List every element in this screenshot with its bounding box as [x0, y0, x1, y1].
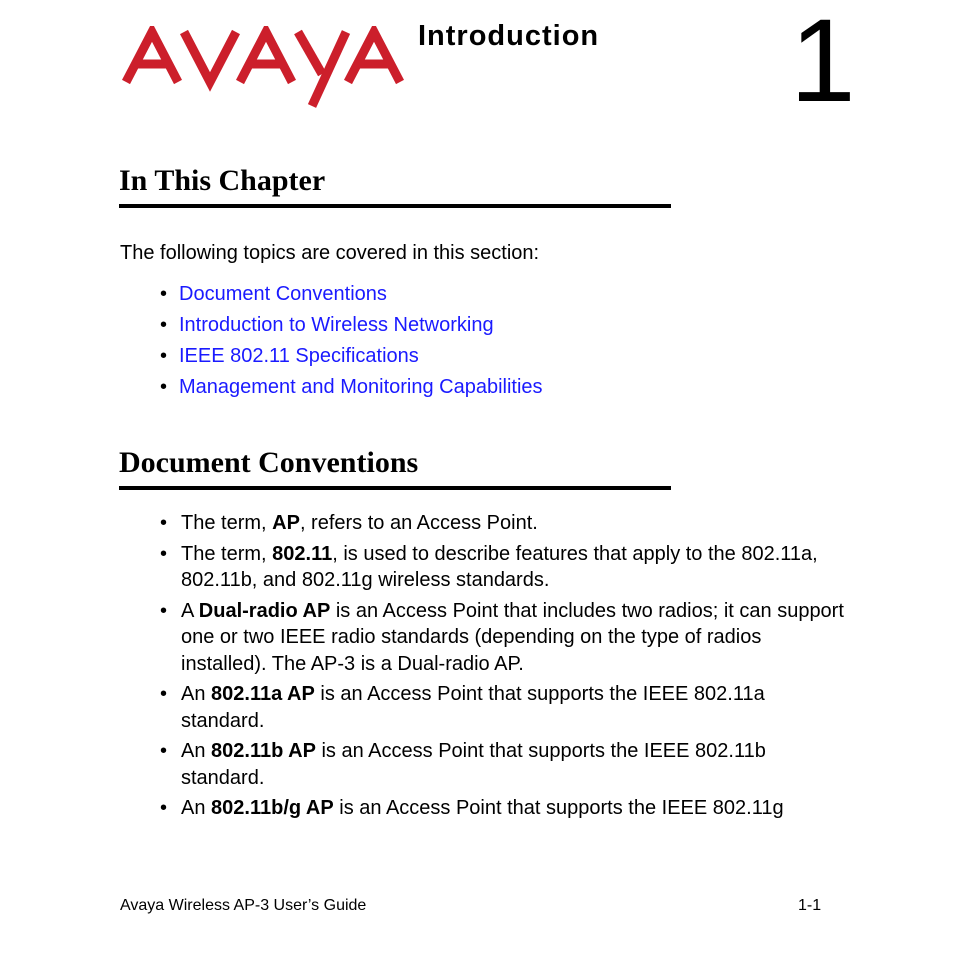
convention-text-pre: The term, — [181, 542, 273, 565]
bullet-icon: • — [160, 345, 168, 367]
convention-term: 802.11a AP — [211, 683, 315, 705]
list-item — [160, 282, 543, 313]
in-this-chapter-heading: In This Chapter — [119, 164, 671, 208]
convention-term: 802.11 — [272, 542, 333, 565]
convention-term: Dual-radio AP — [198, 599, 331, 622]
bullet-icon: • — [160, 740, 168, 762]
bullet-icon: • — [160, 797, 168, 819]
bullet-icon: • — [160, 283, 168, 305]
convention-text-post: is an Access Point that supports the IEEE 802.11b standard. — [181, 740, 766, 789]
convention-term: 802.11b AP — [211, 740, 316, 762]
convention-text-post: is an Access Point that supports the IEEE 802.11a standard. — [181, 683, 765, 732]
convention-item — [160, 681, 850, 734]
list-item — [160, 375, 543, 406]
convention-text-pre: An — [181, 797, 212, 819]
topic-link-wireless-networking[interactable]: Introduction to Wireless Networking — [179, 314, 494, 336]
convention-item — [160, 795, 850, 822]
topic-list — [160, 282, 543, 406]
convention-item — [160, 598, 850, 678]
convention-term: AP — [272, 512, 300, 534]
avaya-logo — [122, 26, 404, 110]
convention-text-post: , refers to an Access Point. — [299, 512, 538, 534]
bullet-icon: • — [160, 376, 168, 398]
topic-link-ieee-specifications[interactable]: IEEE 802.11 Specifications — [179, 345, 419, 367]
chapter-number: 1 — [790, 0, 856, 127]
bullet-icon: • — [160, 512, 168, 534]
footer-guide-title: Avaya Wireless AP-3 User’s Guide — [120, 897, 367, 914]
convention-term: 802.11b/g AP — [211, 797, 334, 819]
convention-text-pre: An — [181, 740, 212, 762]
convention-text-pre: An — [181, 683, 212, 705]
convention-item — [160, 738, 850, 791]
footer-page-number: 1-1 — [798, 897, 822, 914]
convention-text-post: , is used to describe features that apply to the 802.11a, 802.11b, and 802.11g wireless standards. — [181, 542, 818, 591]
bullet-icon: • — [160, 314, 168, 336]
convention-text-post: is an Access Point that includes two radios; it can support one or two IEEE radio standards (depending on the type of radios installed). The AP-3 is a Dual-radio AP. — [181, 599, 844, 675]
convention-text-pre: A — [181, 599, 199, 622]
topics-intro-text: The following topics are covered in this section: — [120, 242, 540, 264]
convention-item — [160, 541, 850, 594]
bullet-icon: • — [160, 683, 168, 705]
list-item — [160, 344, 543, 375]
document-conventions-heading: Document Conventions — [119, 446, 671, 490]
bullet-icon: • — [160, 542, 168, 565]
topic-link-management-monitoring[interactable]: Management and Monitoring Capabilities — [179, 376, 543, 398]
convention-item — [160, 510, 850, 537]
conventions-list — [160, 510, 850, 826]
list-item — [160, 313, 543, 344]
convention-text-post: is an Access Point that supports the IEEE 802.11g — [333, 797, 784, 819]
bullet-icon: • — [160, 599, 168, 622]
topic-link-document-conventions[interactable]: Document Conventions — [179, 283, 387, 305]
chapter-title: Introduction — [418, 20, 600, 52]
convention-text-pre: The term, — [181, 512, 273, 534]
